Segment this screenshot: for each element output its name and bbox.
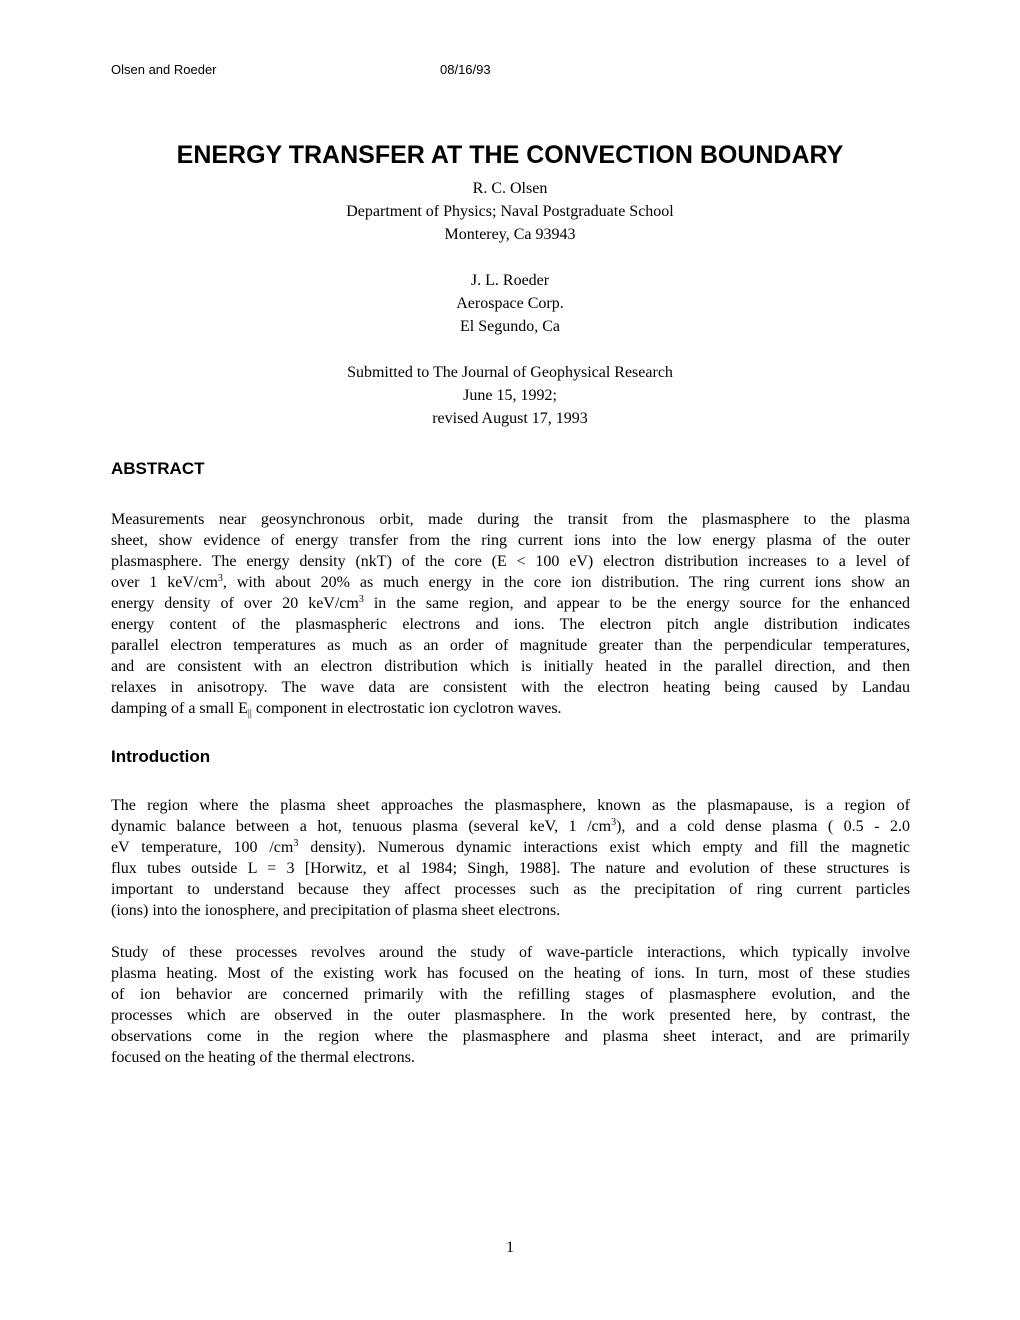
page-number: 1 xyxy=(506,1239,514,1256)
author-name: J. L. Roeder xyxy=(470,272,550,289)
introduction-paragraph-2 xyxy=(111,942,910,1068)
text-line: (ions) into the ionosphere, and precipitation of plasma sheet electrons. xyxy=(111,902,561,919)
text-line: over 1 keV/$cm^3$, with about 20% as much energy in the core ion distribution. The ring current ions show an xyxy=(111,573,910,591)
text-line: damping of a small $E_{||}$ component in electrostatic ion cyclotron waves. xyxy=(111,700,562,719)
revision-date: revised August 17, 1993 xyxy=(432,410,588,427)
author-affiliation: Department of Physics; Naval Postgraduate School xyxy=(346,203,674,220)
text-line: eV temperature, 100 $/cm^3$ density). Numerous dynamic interactions exist which empty and fill the magnetic xyxy=(111,838,910,856)
superscript: 3 xyxy=(358,594,364,605)
text-line: and are consistent with an electron distribution which is initially heated in the parallel direction, and then xyxy=(111,658,910,675)
introduction-heading: Introduction xyxy=(111,747,211,766)
author-affiliation: Aerospace Corp. xyxy=(456,295,564,312)
submission-journal: Submitted to The Journal of Geophysical Research xyxy=(347,364,673,381)
text-line: Measurements near geosynchronous orbit, made during the transit from the plasmasphere to the plasma xyxy=(111,511,910,528)
text-line: sheet, show evidence of energy transfer from the ring current ions into the low energy plasma of the outer xyxy=(111,532,910,549)
subscript: || xyxy=(247,708,252,719)
introduction-paragraph-1 xyxy=(111,795,910,921)
text-line: Study of these processes revolves around the study of wave-particle interactions, which typically involve xyxy=(111,944,910,961)
abstract-heading: ABSTRACT xyxy=(111,459,205,478)
text-line: relaxes in anisotropy. The wave data are consistent with the electron heating being caused by Landau xyxy=(111,679,910,696)
author-location: Monterey, Ca 93943 xyxy=(444,226,576,243)
submission-info xyxy=(0,361,1020,430)
text-line: parallel electron temperatures as much as an order of magnitude greater than the perpendicular temperatures, xyxy=(111,637,910,654)
author-block-1 xyxy=(0,177,1020,246)
text-line: of ion behavior are concerned primarily with the refilling stages of plasmasphere evolution, and the xyxy=(111,986,910,1003)
text-line: processes which are observed in the outer plasmasphere. In the work presented here, by contrast, the xyxy=(111,1007,910,1024)
text-line: energy content of the plasmaspheric electrons and ions. The electron pitch angle distribution indicates xyxy=(111,616,910,633)
author-location: El Segundo, Ca xyxy=(460,318,560,335)
running-header-authors: Olsen and Roeder xyxy=(111,62,217,77)
text-line: plasmasphere. The energy density (nkT) of the core (E < 100 eV) electron distribution increases to a level of xyxy=(111,553,910,570)
text-line: plasma heating. Most of the existing work has focused on the heating of ions. In turn, most of these studies xyxy=(111,965,910,982)
text-line: important to understand because they affect processes such as the precipitation of ring current particles xyxy=(111,881,910,898)
text-line: energy density of over 20 keV/$cm^3$ in the same region, and appear to be the energy source for the enhanced xyxy=(111,594,910,612)
text-line: flux tubes outside L = 3 [Horwitz, et al 1984; Singh, 1988]. The nature and evolution of these structures is xyxy=(111,860,910,877)
running-header-date: 08/16/93 xyxy=(440,62,491,77)
submission-date: June 15, 1992; xyxy=(463,387,557,404)
text-line: dynamic balance between a hot, tenuous plasma (several keV, 1 $/cm^3$), and a cold dense plasma ( 0.5 - 2.0 xyxy=(111,817,911,835)
author-name: R. C. Olsen xyxy=(472,180,548,197)
text-line: observations come in the region where the plasmasphere and plasma sheet interact, and are primarily xyxy=(111,1028,910,1045)
superscript: 3 xyxy=(611,817,617,828)
abstract-paragraph xyxy=(111,509,910,719)
paper-title: ENERGY TRANSFER AT THE CONVECTION BOUNDARY xyxy=(176,141,844,169)
text-line: The region where the plasma sheet approaches the plasmasphere, known as the plasmapause, is a region of xyxy=(111,797,910,814)
text-line: focused on the heating of the thermal electrons. xyxy=(111,1049,415,1066)
author-block-2 xyxy=(0,269,1020,338)
superscript: 3 xyxy=(293,838,299,849)
superscript: 3 xyxy=(217,573,223,584)
